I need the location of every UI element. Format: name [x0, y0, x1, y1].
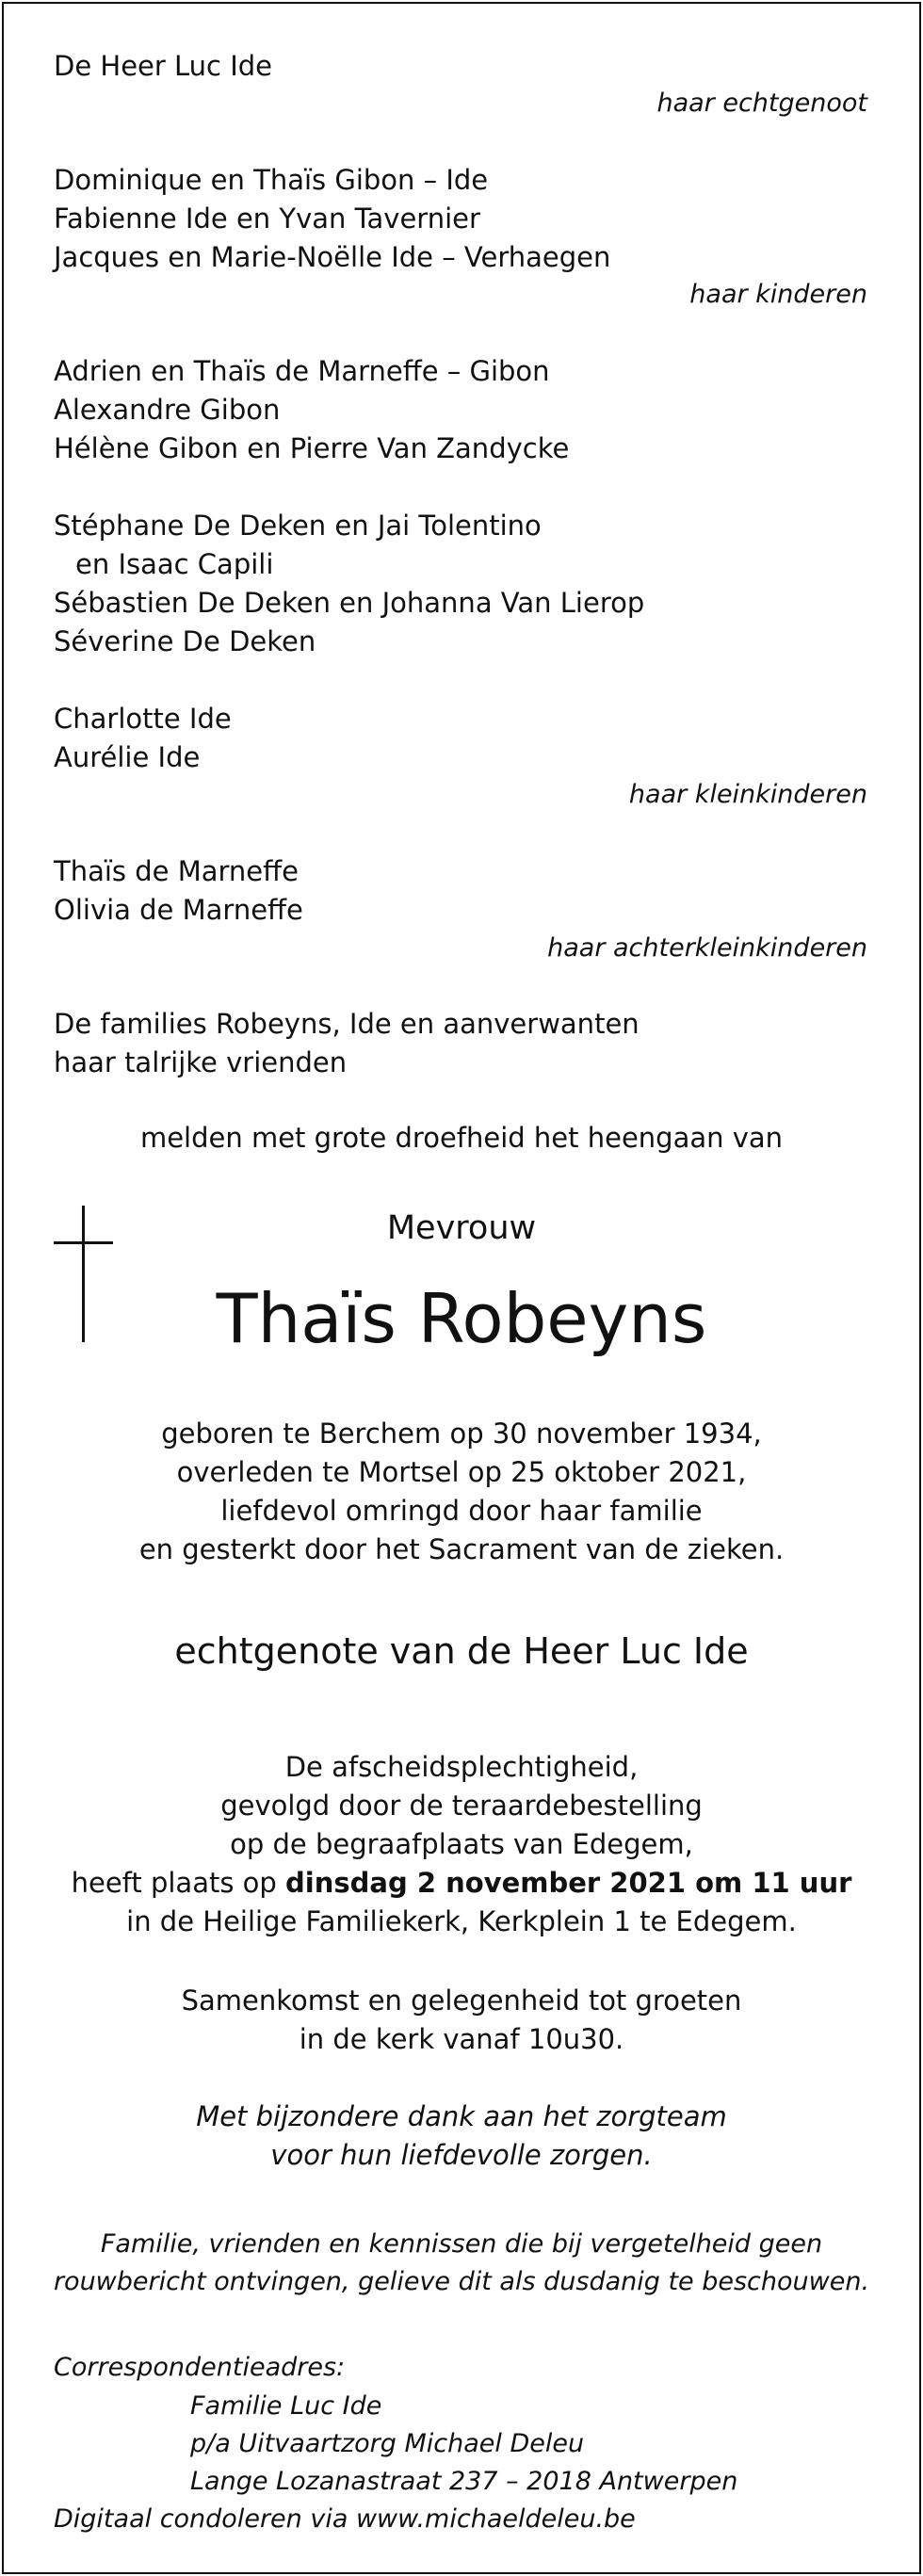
- correspondence-name: Familie Luc Ide: [190, 2391, 382, 2421]
- gathering-line-1: Samenkomst en gelegenheid tot groeten: [181, 1985, 742, 2017]
- grandchild-7: Charlotte Ide: [54, 703, 232, 735]
- correspondence-funeral-home: p/a Uitvaartzorg Michael Deleu: [190, 2429, 585, 2458]
- friends: haar talrijke vrienden: [54, 1046, 348, 1078]
- child-1: Dominique en Thaïs Gibon – Ide: [54, 164, 489, 196]
- ceremony-location: in de Heilige Familiekerk, Kerkplein 1 te Edegem.: [126, 1905, 797, 1937]
- grandchild-1: Adrien en Thaïs de Marneffe – Gibon: [54, 355, 550, 387]
- ceremony-date-time: dinsdag 2 november 2021 om 11 uur: [285, 1867, 852, 1899]
- grandchild-4-cont: en Isaac Capili: [75, 548, 274, 580]
- sacrament-line: en gesterkt door het Sacrament van de zieken.: [138, 1533, 785, 1565]
- grandchild-3: Hélène Gibon en Pierre Van Zandycke: [54, 432, 570, 464]
- thanks-line-1: Met bijzondere dank aan het zorgteam: [196, 2100, 727, 2132]
- ceremony-when-prefix: heeft plaats op: [71, 1867, 286, 1899]
- death-line: overleden te Mortsel op 25 oktober 2021,: [176, 1456, 747, 1488]
- children-role: haar kinderen: [689, 280, 867, 309]
- husband-name: De Heer Luc Ide: [54, 50, 273, 82]
- grandchild-6: Séverine De Deken: [54, 625, 316, 657]
- birth-line: geboren te Berchem op 30 november 1934,: [161, 1418, 762, 1450]
- announcement: melden met grote droefheid het heengaan van: [139, 1122, 784, 1154]
- deceased-title: Mevrouw: [386, 1209, 537, 1247]
- extended-family: De families Robeyns, Ide en aanverwanten: [54, 1008, 640, 1040]
- correspondence-address: Lange Lozanastraat 237 – 2018 Antwerpen: [190, 2467, 738, 2496]
- ceremony-when: [0, 1864, 923, 1902]
- grandchild-5: Sébastien De Deken en Johanna Van Lierop: [54, 587, 645, 619]
- ceremony-line-3: op de begraafplaats van Edegem,: [230, 1828, 693, 1860]
- child-2: Fabienne Ide en Yvan Tavernier: [54, 203, 480, 235]
- grandchild-2: Alexandre Gibon: [54, 394, 281, 426]
- notice-line-1: Familie, vrienden en kennissen die bij vergetelheid geen: [100, 2229, 823, 2259]
- great-grandchild-2: Olivia de Marneffe: [54, 894, 303, 926]
- great-grandchildren-role: haar achterkleinkinderen: [547, 933, 867, 963]
- child-3: Jacques en Marie-Noëlle Ide – Verhaegen: [54, 241, 611, 273]
- condolence-link[interactable]: Digitaal condoleren via www.michaeldeleu.be: [54, 2504, 636, 2534]
- notice-line-2: rouwbericht ontvingen, gelieve dit als dusdanig te beschouwen.: [53, 2267, 870, 2296]
- gathering-line-2: in de kerk vanaf 10u30.: [299, 2023, 624, 2055]
- grandchild-4: Stéphane De Deken en Jai Tolentino: [54, 510, 542, 542]
- correspondence-label: Correspondentieadres:: [54, 2353, 346, 2382]
- grandchildren-role: haar kleinkinderen: [628, 780, 867, 809]
- spouse-line: echtgenote van de Heer Luc Ide: [174, 1630, 749, 1672]
- thanks-line-2: voor hun liefdevolle zorgen.: [270, 2139, 653, 2171]
- ceremony-line-2: gevolgd door de teraardebestelling: [220, 1790, 703, 1822]
- grandchild-8: Aurélie Ide: [54, 741, 201, 773]
- ceremony-line-1: De afscheidsplechtigheid,: [284, 1751, 639, 1783]
- great-grandchild-1: Thaïs de Marneffe: [54, 855, 299, 887]
- family-line: liefdevol omringd door haar familie: [220, 1495, 703, 1527]
- husband-role: haar echtgenoot: [656, 89, 867, 118]
- deceased-name: Thaïs Robeyns: [216, 1279, 707, 1358]
